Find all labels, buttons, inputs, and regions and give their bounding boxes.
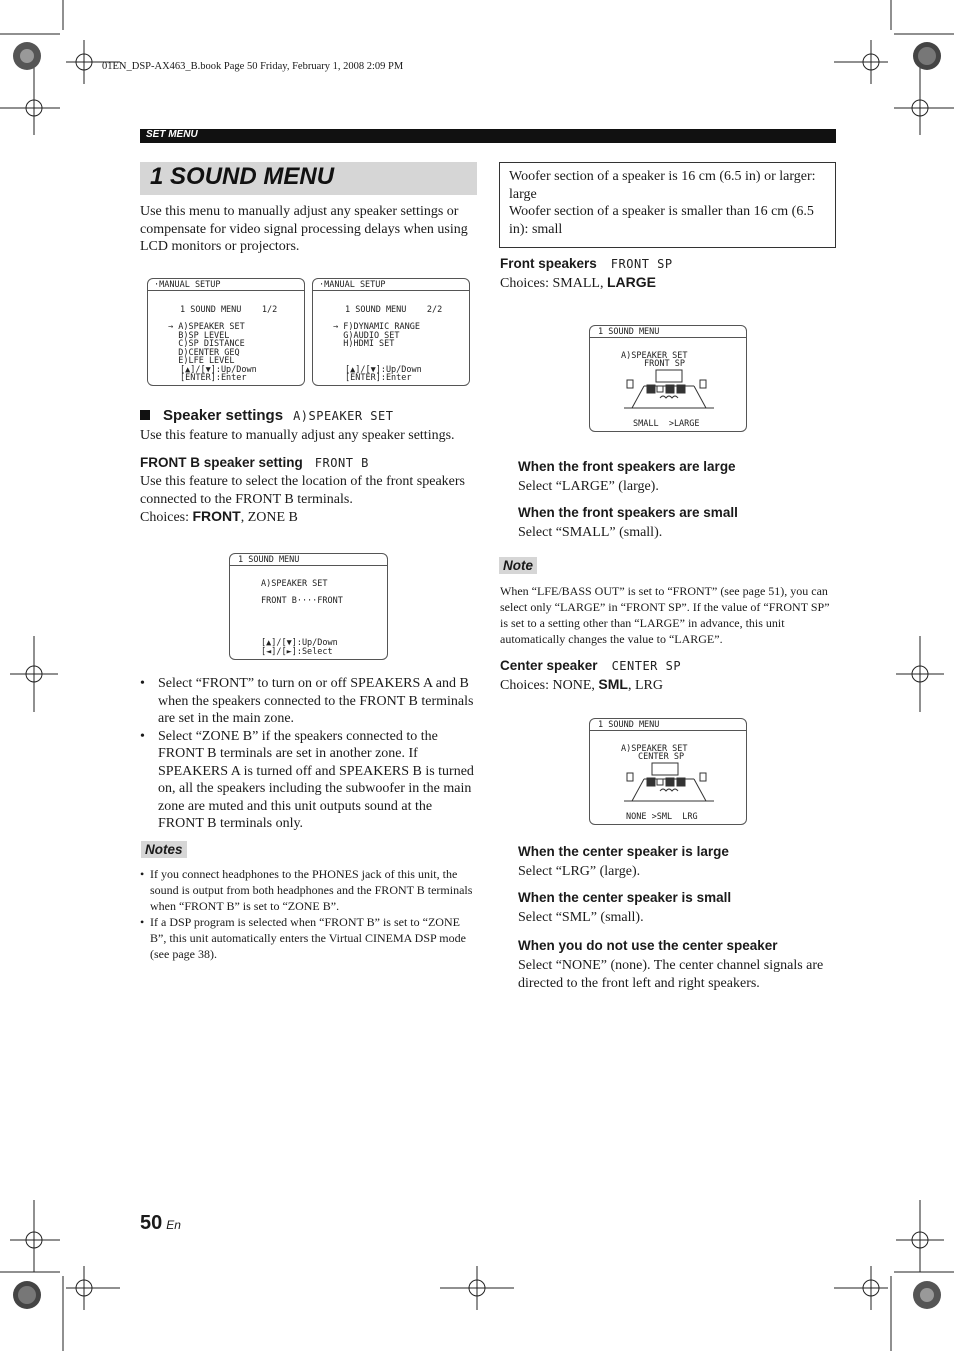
page-number-value: 50 xyxy=(140,1212,163,1234)
lcd-header: 1 SOUND MENU xyxy=(598,327,660,337)
lcd-nav-hint: [▲]/[▼]:Up/Down xyxy=(261,638,338,648)
lcd-screen-front-sp xyxy=(589,325,747,432)
front-sp-title: Front speakers xyxy=(500,256,597,271)
list-item: • Select “ZONE B” if the speakers connected to the FRONT B terminals are set in another zone. If SPEAKERS A is turned off and SPEAKERS B is turned on, all the speakers including the subwoofer in the main zone are muted and this unit outputs sound at the FRONT B terminals only. xyxy=(140,728,477,833)
speaker-layout-icon xyxy=(622,368,716,414)
choices-rest: , LRG xyxy=(627,678,663,693)
speaker-settings-desc: Use this feature to manually adjust any speaker settings. xyxy=(140,428,455,443)
lcd-menu-item: → F)DYNAMIC RANGE xyxy=(333,322,420,332)
book-header: 01EN_DSP-AX463_B.book Page 50 Friday, February 1, 2008 2:09 PM xyxy=(102,61,404,72)
lcd-header: 1 SOUND MENU xyxy=(238,555,300,565)
choices-rest: , ZONE B xyxy=(240,510,298,525)
lcd-line: A)SPEAKER SET xyxy=(621,744,688,754)
choices-default: LARGE xyxy=(606,274,656,290)
section-label: SET MENU xyxy=(146,129,198,140)
front-sp-heading xyxy=(500,255,673,273)
lcd-nav-hint: [▲]/[▼]:Up/Down xyxy=(180,364,257,375)
lcd-line: FRONT B····FRONT xyxy=(261,596,343,606)
square-bullet-icon xyxy=(140,410,150,420)
speaker-settings-lcd: A)SPEAKER SET xyxy=(293,409,394,423)
lcd-header: ·MANUAL SETUP xyxy=(319,280,386,290)
woofer-info-large: Woofer section of a speaker is 16 cm (6.5 in) or larger: large xyxy=(509,169,816,202)
front-small-heading: When the front speakers are small xyxy=(518,505,738,520)
speaker-settings-heading xyxy=(140,407,393,425)
list-item: • Select “FRONT” to turn on or off SPEAKERS A and B when the speakers connected to the FRONT B terminals are set in the main zone. xyxy=(140,675,477,728)
center-large-heading: When the center speaker is large xyxy=(518,844,729,859)
notes-list xyxy=(140,866,477,962)
center-sp-heading xyxy=(500,657,681,675)
lcd-menu-item: E)LFE LEVEL xyxy=(168,356,235,366)
choices-prefix: Choices: SMALL, xyxy=(500,276,607,291)
front-sp-choices xyxy=(500,274,656,293)
lcd-line: A)SPEAKER SET xyxy=(621,351,688,361)
front-small-text: Select “SMALL” (small). xyxy=(518,525,663,540)
note-item: • If a DSP program is selected when “FRONT B” is set to “ZONE B”, this unit automatically enters the Virtual CINEMA DSP mode (see page 38). xyxy=(140,914,477,962)
lcd-screen-center-sp xyxy=(589,718,747,825)
lcd-header: ·MANUAL SETUP xyxy=(154,280,221,290)
lcd-menu-item: → A)SPEAKER SET xyxy=(168,322,245,332)
lcd-line: CENTER SP xyxy=(638,752,685,762)
front-b-title: FRONT B speaker setting xyxy=(140,455,303,470)
center-none-text: Select “NONE” (none). The center channel signals are directed to the front left and right speakers. xyxy=(518,958,824,991)
choices-default: FRONT xyxy=(192,508,241,524)
woofer-info-box xyxy=(499,162,836,248)
lcd-menu-item: B)SP LEVEL xyxy=(168,330,230,341)
lcd-line: FRONT SP xyxy=(644,359,685,369)
lcd-nav-hint: [ENTER]:Enter xyxy=(180,373,247,383)
front-b-bullets xyxy=(140,675,477,833)
lcd-header: 1 SOUND MENU xyxy=(598,720,660,730)
lcd-screen-manual-setup-1 xyxy=(147,278,305,386)
speaker-layout-icon xyxy=(622,761,716,807)
front-large-heading: When the front speakers are large xyxy=(518,459,736,474)
lcd-nav-hint: [◄]/[►]:Select xyxy=(261,647,333,657)
front-b-desc: Use this feature to select the location of the front speakers connected to the FRONT B terminals. xyxy=(140,474,465,507)
lcd-line: 1 SOUND MENU 1/2 xyxy=(180,305,278,315)
lcd-nav-hint: [ENTER]:Enter xyxy=(345,373,412,383)
lcd-menu-item: H)HDMI SET xyxy=(333,339,395,349)
woofer-info-small: Woofer section of a speaker is smaller than 16 cm (6.5 in): small xyxy=(509,204,814,237)
front-b-lcd: FRONT B xyxy=(314,456,369,470)
lcd-line: A)SPEAKER SET xyxy=(261,579,328,589)
lcd-line: 1 SOUND MENU 2/2 xyxy=(345,305,443,315)
front-sp-lcd: FRONT SP xyxy=(610,257,673,271)
lcd-screen-manual-setup-2 xyxy=(312,278,470,386)
choices-default: SML xyxy=(598,676,628,692)
center-small-heading: When the center speaker is small xyxy=(518,890,732,905)
center-sp-title: Center speaker xyxy=(500,658,598,673)
center-small-text: Select “SML” (small). xyxy=(518,910,644,925)
speaker-settings-title: Speaker settings xyxy=(163,407,284,424)
page-language: En xyxy=(166,1218,181,1232)
lcd-footer: SMALL >LARGE xyxy=(633,419,700,429)
note-text: When “LFE/BASS OUT” is set to “FRONT” (see page 51), you can select only “LARGE” in “FRONT SP”. If the value of “FRONT SP” is set to a setting other than “LARGE” in advance, this unit automatically changes the value to “LARGE”. xyxy=(500,584,830,646)
front-large-text: Select “LARGE” (large). xyxy=(518,479,659,494)
intro-text: Use this menu to manually adjust any speaker settings or compensate for video signal processing delays when using LCD monitors or projectors. xyxy=(140,204,468,254)
section-bar xyxy=(140,129,836,143)
front-b-heading xyxy=(140,454,369,472)
page-number xyxy=(140,1212,181,1235)
notes-label: Notes xyxy=(141,841,187,858)
front-b-choices xyxy=(140,508,477,527)
note-item: • If you connect headphones to the PHONES jack of this unit, the sound is output from both headphones and the FRONT B terminals when “FRONT B” is set to “ZONE B”. xyxy=(140,866,477,914)
center-large-text: Select “LRG” (large). xyxy=(518,864,641,879)
lcd-menu-item: G)AUDIO SET xyxy=(333,330,400,341)
center-sp-choices xyxy=(500,676,663,695)
lcd-footer: NONE >SML LRG xyxy=(626,812,698,822)
title-box xyxy=(140,162,477,195)
choices-prefix: Choices: NONE, xyxy=(500,678,599,693)
lcd-menu-item: C)SP DISTANCE xyxy=(168,339,245,349)
lcd-nav-hint: [▲]/[▼]:Up/Down xyxy=(345,364,422,375)
lcd-menu-item: D)CENTER GEQ xyxy=(168,347,240,358)
page-title: 1 SOUND MENU xyxy=(150,163,335,190)
center-none-heading: When you do not use the center speaker xyxy=(518,938,778,953)
center-sp-lcd: CENTER SP xyxy=(611,659,682,673)
choices-prefix: Choices: xyxy=(140,510,193,525)
lcd-screen-front-b xyxy=(229,553,388,660)
note-label: Note xyxy=(499,557,537,574)
